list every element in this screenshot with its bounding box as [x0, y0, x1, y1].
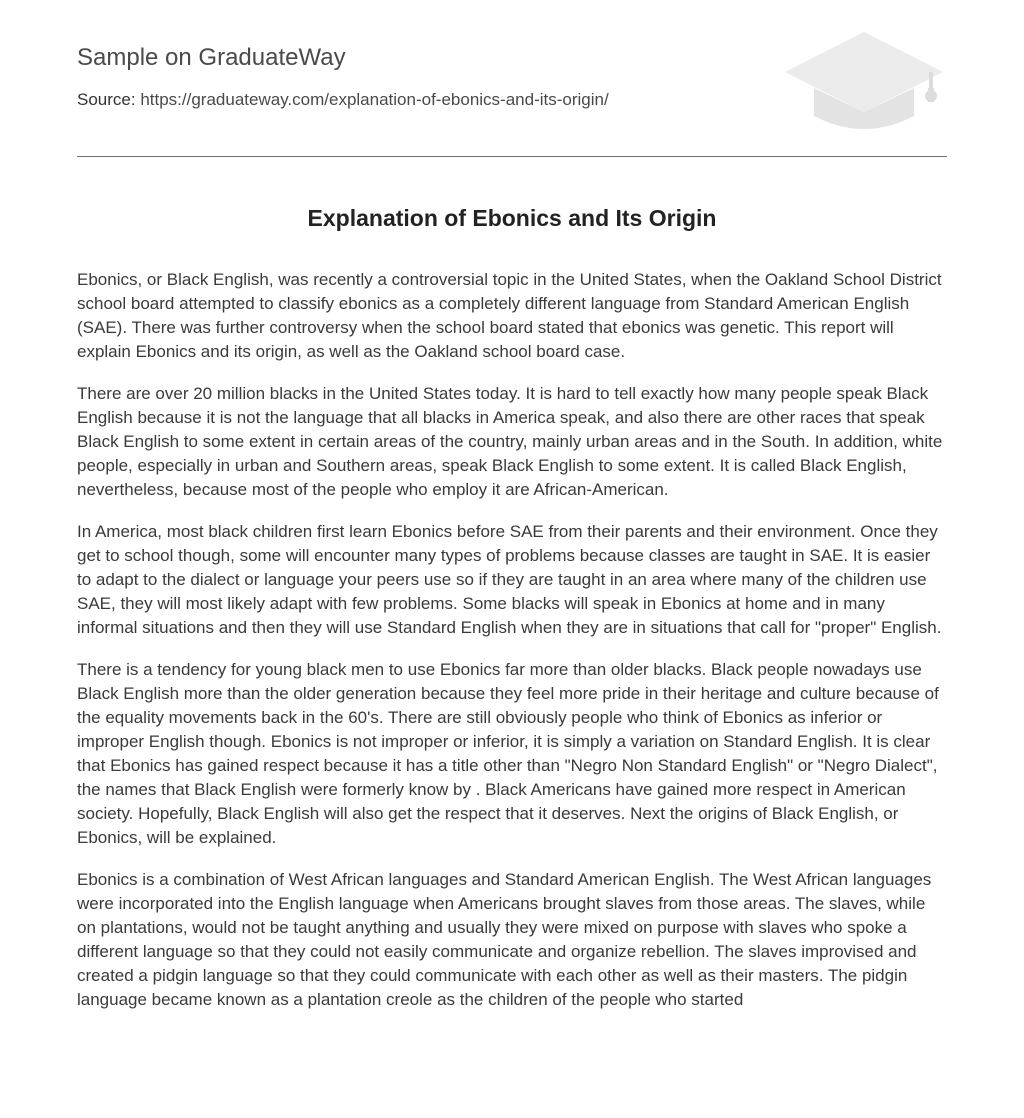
cap-tassel-knot — [925, 90, 937, 102]
cap-board — [785, 32, 943, 112]
page — [77, 0, 947, 1009]
paragraph: Ebonics is a combination of West African languages and Standard American English. The West African languages were incorporated into the English language when Americans brought slaves from those areas. The slaves, while on plantations, would not be taught anything and usually they were mixed on purpose with slaves who spoke a different language so that they could not easily communicate and organize rebellion. The slaves improvised and created a pidgin language so that they could communicate with each other as well as their masters. The pidgin language became known as a plantation creole as the children of the people who started — [77, 870, 932, 1009]
source-line — [77, 90, 609, 110]
document-title: Explanation of Ebonics and Its Origin — [307, 205, 717, 231]
paragraph: There is a tendency for young black men to use Ebonics far more than older blacks. Black people nowadays use Black English more than the older generation because they feel more pride in their heritage and culture because of the equality movements back in the 60's. There are still obviously people who think of Ebonics as inferior or improper English though. Ebonics is not improper or inferior, it is simply a variation on Standard English. It is clear that Ebonics has gained respect because it has a title other than "Negro Non Standard English" or "Negro Dialect", the names that Black English were formerly know by . Black Americans have gained more respect in American society. Hopefully, Black English will also get the respect that it deserves. Next the origins of Black English, or Ebonics, will be explained. — [77, 660, 939, 847]
graduation-cap-icon — [781, 30, 947, 132]
site-name: Sample on GraduateWay — [77, 44, 346, 71]
paragraph: There are over 20 million blacks in the United States today. It is hard to tell exactly how many people speak Black English because it is not the language that all blacks in America speak, and also there are other races that speak Black English to some extent in certain areas of the country, mainly urban areas and in the South. In addition, white people, especially in urban and Southern areas, speak Black English to some extent. It is called Black English, nevertheless, because most of the people who employ it are African-American. — [77, 384, 943, 499]
paragraph: Ebonics, or Black English, was recently a controversial topic in the United States, when the Oakland School District school board attempted to classify ebonics as a completely different language from Standard American English (SAE). There was further controversy when the school board stated that ebonics was genetic. This report will explain Ebonics and its origin, as well as the Oakland school board case. — [77, 270, 942, 361]
source-label: Source: — [77, 90, 136, 109]
paragraph: In America, most black children first learn Ebonics before SAE from their parents and their environment. Once they get to school though, some will encounter many types of problems because classes are taught in SAE. It is easier to adapt to the dialect or language your peers use so if they are taught in an area where many of the children use SAE, they will most likely adapt with few problems. Some blacks will speak in Ebonics at home and in many informal situations and then they will use Standard English when they are in situations that call for "proper" English. — [77, 522, 942, 637]
document-body — [77, 268, 947, 1030]
source-link[interactable]: https://graduateway.com/explanation-of-ebonics-and-its-origin/ — [140, 90, 609, 109]
header — [77, 0, 947, 157]
